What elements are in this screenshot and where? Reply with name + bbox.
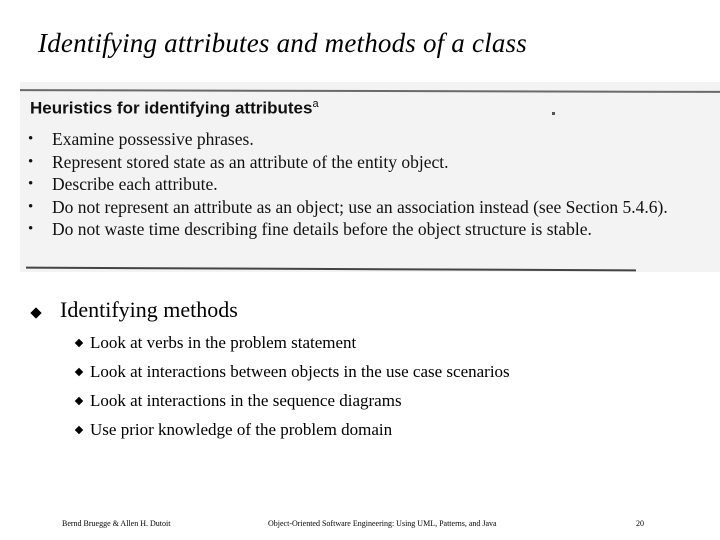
bullet-icon: • (28, 153, 34, 170)
heuristic-text: Do not represent an attribute as an object; use an association instead (see Section 5.4.6). (52, 196, 668, 217)
bullet-icon: • (28, 221, 34, 237)
main-bullet-text: Identifying methods (60, 297, 238, 322)
footer-page-number: 20 (636, 519, 644, 528)
subitem-text: Look at verbs in the problem statement (90, 333, 357, 352)
scan-heading-text: Heuristics for identifying attributes (30, 98, 313, 118)
heuristic-text: Do not waste time describing fine details before the object structure is stable. (52, 219, 592, 239)
bullet-icon: • (28, 198, 34, 215)
footer-authors: Bernd Bruegge & Allen H. Dutoit (62, 519, 171, 528)
scan-heading-superscript: a (312, 98, 319, 110)
bullet-icon: • (28, 176, 34, 192)
diamond-bullet-icon (75, 339, 83, 347)
diamond-bullet-icon (75, 397, 83, 405)
diamond-bullet-icon (30, 307, 41, 318)
scan-top-rule (20, 89, 720, 93)
footer-book-title: Object-Oriented Software Engineering: Using UML, Patterns, and Java (268, 519, 497, 528)
heuristic-text: Describe each attribute. (52, 174, 218, 194)
diamond-bullet-icon (75, 368, 83, 376)
scan-heading (30, 98, 319, 119)
subitem-text: Look at interactions between objects in the use case scenarios (90, 362, 510, 381)
scanned-excerpt (20, 82, 720, 272)
heuristic-text: Examine possessive phrases. (52, 129, 254, 149)
bullet-icon: • (28, 131, 34, 147)
subitem-text: Look at interactions in the sequence diagrams (90, 391, 402, 410)
diamond-bullet-icon (75, 426, 83, 434)
heuristic-text: Represent stored state as an attribute of the entity object. (52, 151, 449, 172)
page-title: Identifying attributes and methods of a class (38, 28, 527, 58)
subitem-text: Use prior knowledge of the problem domain (90, 420, 393, 439)
scan-speck (552, 112, 555, 115)
scan-bottom-rule (26, 267, 636, 272)
